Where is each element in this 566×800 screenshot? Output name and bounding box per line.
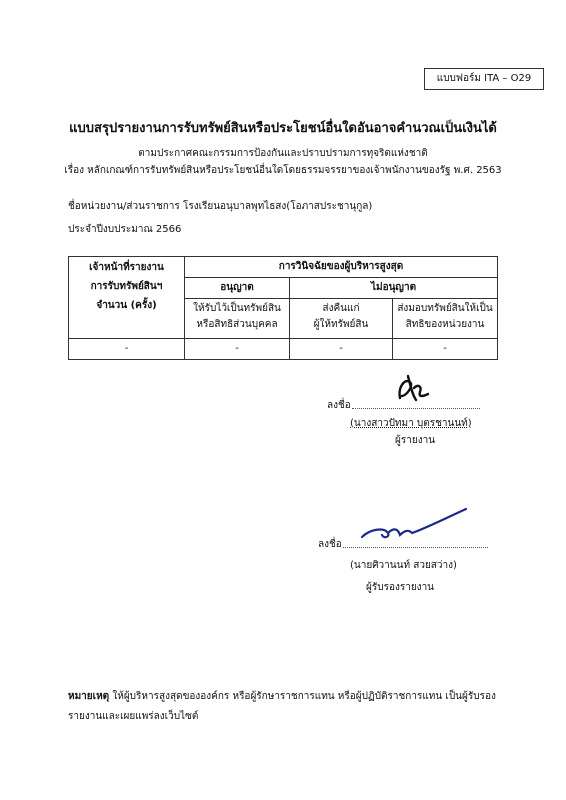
table-cell: - <box>290 339 393 360</box>
header-line-1: เจ้าหน้าที่รายงาน <box>89 262 164 273</box>
reporter-count-header <box>69 257 185 339</box>
form-code-box: แบบฟอร์ม ITA – O29 <box>424 68 544 90</box>
reporter-sign-label: ลงชื่อ <box>327 400 351 411</box>
return-to-giver-subheader <box>290 299 393 339</box>
approve-sub-line-2: หรือสิทธิส่วนบุคคล <box>196 319 278 330</box>
certifier-sign-label: ลงชื่อ <box>318 539 342 550</box>
document-title: แบบสรุปรายงานการรับทรัพย์สินหรือประโยชน์อื่นใดอันอาจคำนวณเป็นเงินได้ <box>69 121 497 136</box>
header-line-2: การรับทรัพย์สินฯ <box>90 281 163 292</box>
reporter-signature-line <box>352 408 480 409</box>
return-sub-line-1: ส่งคืนแก่ <box>322 303 360 314</box>
report-table <box>68 256 498 360</box>
approve-sub-line-1: ให้รับไว้เป็นทรัพย์สิน <box>193 303 281 314</box>
handover-sub-line-1: ส่งมอบทรัพย์สินให้เป็น <box>397 303 493 314</box>
certifier-signature-image <box>358 505 470 543</box>
agency-line: ชื่อหน่วยงาน/ส่วนราชการ โรงเรียนอนุบาลพุทไธสง(โอภาสประชานุกูล) <box>68 201 373 212</box>
reporter-signature-image <box>388 366 438 410</box>
table-cell: - <box>393 339 498 360</box>
subtitle-announcement: ตามประกาศคณะกรรมการป้องกันและปราบปรามการทุจริตแห่งชาติ <box>138 148 428 159</box>
hand-to-agency-subheader <box>393 299 498 339</box>
subtitle-subject: เรื่อง หลักเกณฑ์การรับทรัพย์สินหรือประโยชน์อื่นใดโดยธรรมจรรยาของเจ้าพนักงานของรัฐ พ.ศ. 2563 <box>64 165 502 176</box>
table-cell: - <box>69 339 185 360</box>
remark-note <box>68 687 508 727</box>
decision-header: การวินิจฉัยของผู้บริหารสูงสุด <box>185 257 498 278</box>
return-sub-line-2: ผู้ให้ทรัพย์สิน <box>313 319 369 330</box>
remark-label: หมายเหตุ <box>68 691 110 702</box>
table-cell: - <box>185 339 290 360</box>
reporter-name: (นางสาวปัทมา บุตรชานนท์) <box>350 418 472 429</box>
handover-sub-line-2: สิทธิของหน่วยงาน <box>405 319 485 330</box>
reporter-role: ผู้รายงาน <box>395 435 436 446</box>
certifier-name: (นายศิวานนท์ สวยสว่าง) <box>350 560 457 571</box>
certifier-signature-line <box>343 547 488 548</box>
header-line-3: จำนวน (ครั้ง) <box>96 300 157 311</box>
approve-header: อนุญาต <box>185 278 290 299</box>
certifier-role: ผู้รับรองรายงาน <box>366 582 435 593</box>
remark-text: ให้ผู้บริหารสูงสุดขององค์กร หรือผู้รักษาราชการแทน หรือผู้ปฏิบัติราชการแทน เป็นผู้รับรอง รายงานและเผยแพร่ลงเว็บไซต์ <box>68 691 496 722</box>
deny-header: ไม่อนุญาต <box>290 278 498 299</box>
approve-subheader <box>185 299 290 339</box>
fiscal-year-line: ประจำปีงบประมาณ 2566 <box>68 224 182 235</box>
